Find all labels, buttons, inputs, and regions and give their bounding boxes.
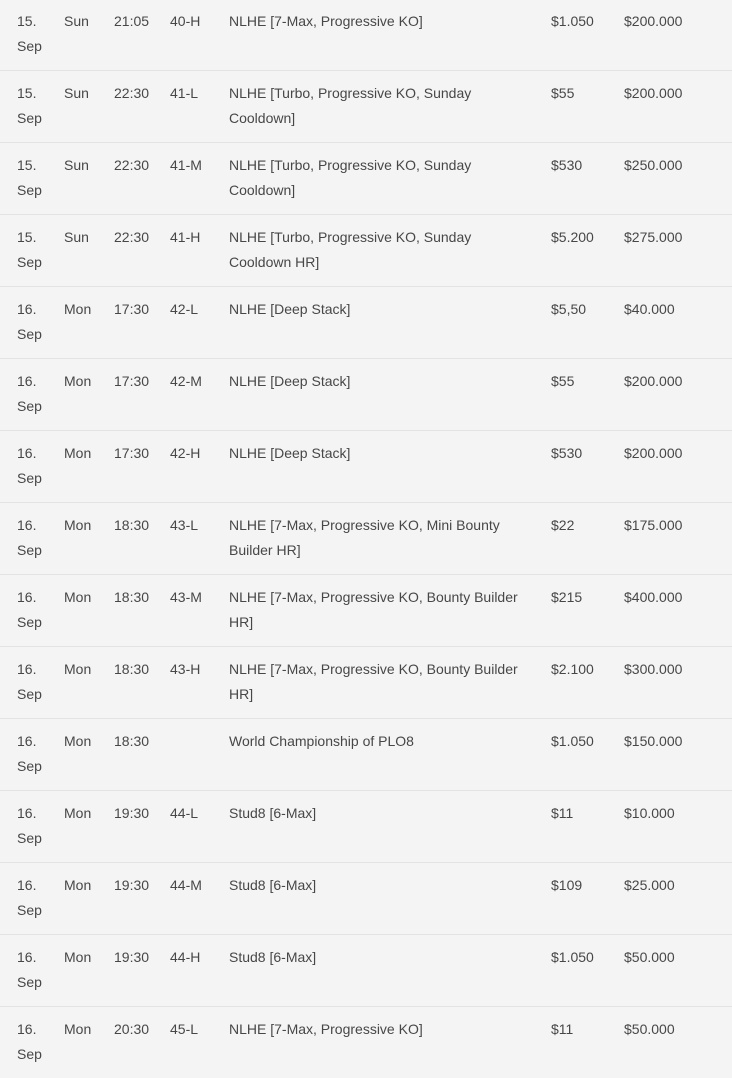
event-day: Mon [64, 287, 114, 359]
event-date: 16. Sep [0, 575, 64, 647]
event-guarantee: $150.000 [624, 719, 732, 791]
event-guarantee: $25.000 [624, 863, 732, 935]
event-time: 22:30 [114, 143, 170, 215]
event-day: Sun [64, 143, 114, 215]
event-date: 16. Sep [0, 503, 64, 575]
table-row [0, 0, 732, 71]
event-buyin: $1.050 [551, 935, 624, 1007]
event-id: 42-L [170, 287, 229, 359]
event-buyin: $22 [551, 503, 624, 575]
event-buyin: $5,50 [551, 287, 624, 359]
event-guarantee: $250.000 [624, 143, 732, 215]
event-buyin: $55 [551, 359, 624, 431]
event-day: Mon [64, 791, 114, 863]
event-time: 17:30 [114, 431, 170, 503]
event-guarantee: $400.000 [624, 575, 732, 647]
event-time: 18:30 [114, 575, 170, 647]
event-date: 15. Sep [0, 215, 64, 287]
event-time: 20:30 [114, 1007, 170, 1078]
event-id: 42-H [170, 431, 229, 503]
event-time: 19:30 [114, 791, 170, 863]
event-id: 43-H [170, 647, 229, 719]
table-row [0, 215, 732, 287]
event-buyin: $1.050 [551, 719, 624, 791]
event-name: NLHE [Deep Stack] [229, 359, 551, 431]
event-date: 16. Sep [0, 719, 64, 791]
event-day: Mon [64, 575, 114, 647]
table-row [0, 1007, 732, 1078]
event-day: Mon [64, 1007, 114, 1078]
event-buyin: $11 [551, 1007, 624, 1078]
event-buyin: $109 [551, 863, 624, 935]
event-date: 16. Sep [0, 431, 64, 503]
event-name: NLHE [Turbo, Progressive KO, Sunday Cooldown] [229, 143, 551, 215]
table-row [0, 503, 732, 575]
event-time: 17:30 [114, 287, 170, 359]
table-row [0, 287, 732, 359]
event-day: Sun [64, 215, 114, 287]
event-id: 44-H [170, 935, 229, 1007]
event-day: Sun [64, 71, 114, 143]
event-buyin: $55 [551, 71, 624, 143]
table-row [0, 71, 732, 143]
table-row [0, 791, 732, 863]
table-row [0, 575, 732, 647]
event-id: 44-M [170, 863, 229, 935]
event-time: 19:30 [114, 863, 170, 935]
table-row [0, 143, 732, 215]
event-date: 16. Sep [0, 863, 64, 935]
event-id: 43-M [170, 575, 229, 647]
event-id: 43-L [170, 503, 229, 575]
event-buyin: $530 [551, 143, 624, 215]
event-date: 16. Sep [0, 647, 64, 719]
event-day: Mon [64, 719, 114, 791]
event-time: 18:30 [114, 719, 170, 791]
table-row [0, 359, 732, 431]
event-name: NLHE [7-Max, Progressive KO, Bounty Builder HR] [229, 647, 551, 719]
event-buyin: $5.200 [551, 215, 624, 287]
event-time: 19:30 [114, 935, 170, 1007]
event-guarantee: $175.000 [624, 503, 732, 575]
table-row [0, 647, 732, 719]
table-row [0, 863, 732, 935]
event-name: Stud8 [6-Max] [229, 863, 551, 935]
event-date: 15. Sep [0, 71, 64, 143]
event-id: 40-H [170, 0, 229, 71]
event-buyin: $530 [551, 431, 624, 503]
event-name: NLHE [7-Max, Progressive KO] [229, 1007, 551, 1078]
event-id: 42-M [170, 359, 229, 431]
event-date: 16. Sep [0, 287, 64, 359]
event-id: 41-M [170, 143, 229, 215]
event-day: Sun [64, 0, 114, 71]
event-name: NLHE [7-Max, Progressive KO, Bounty Builder HR] [229, 575, 551, 647]
event-day: Mon [64, 647, 114, 719]
event-guarantee: $50.000 [624, 1007, 732, 1078]
event-buyin: $2.100 [551, 647, 624, 719]
event-name: NLHE [Turbo, Progressive KO, Sunday Cooldown] [229, 71, 551, 143]
event-day: Mon [64, 503, 114, 575]
event-name: NLHE [Deep Stack] [229, 287, 551, 359]
event-name: NLHE [Turbo, Progressive KO, Sunday Cooldown HR] [229, 215, 551, 287]
table-row [0, 935, 732, 1007]
event-day: Mon [64, 935, 114, 1007]
event-date: 16. Sep [0, 359, 64, 431]
event-name: Stud8 [6-Max] [229, 791, 551, 863]
event-buyin: $215 [551, 575, 624, 647]
event-date: 15. Sep [0, 0, 64, 71]
event-guarantee: $40.000 [624, 287, 732, 359]
event-name: World Championship of PLO8 [229, 719, 551, 791]
event-id [170, 719, 229, 791]
event-day: Mon [64, 863, 114, 935]
event-name: NLHE [7-Max, Progressive KO, Mini Bounty Builder HR] [229, 503, 551, 575]
event-time: 21:05 [114, 0, 170, 71]
event-id: 41-L [170, 71, 229, 143]
event-id: 41-H [170, 215, 229, 287]
event-day: Mon [64, 359, 114, 431]
event-guarantee: $200.000 [624, 359, 732, 431]
event-buyin: $11 [551, 791, 624, 863]
event-id: 44-L [170, 791, 229, 863]
event-guarantee: $200.000 [624, 71, 732, 143]
event-date: 16. Sep [0, 1007, 64, 1078]
table-row [0, 431, 732, 503]
event-time: 17:30 [114, 359, 170, 431]
event-time: 22:30 [114, 71, 170, 143]
event-time: 18:30 [114, 647, 170, 719]
event-guarantee: $200.000 [624, 431, 732, 503]
event-guarantee: $10.000 [624, 791, 732, 863]
event-id: 45-L [170, 1007, 229, 1078]
event-date: 15. Sep [0, 143, 64, 215]
event-day: Mon [64, 431, 114, 503]
table-row [0, 719, 732, 791]
event-buyin: $1.050 [551, 0, 624, 71]
event-date: 16. Sep [0, 935, 64, 1007]
event-guarantee: $50.000 [624, 935, 732, 1007]
event-time: 18:30 [114, 503, 170, 575]
event-guarantee: $300.000 [624, 647, 732, 719]
event-name: NLHE [7-Max, Progressive KO] [229, 0, 551, 71]
event-date: 16. Sep [0, 791, 64, 863]
event-name: Stud8 [6-Max] [229, 935, 551, 1007]
event-guarantee: $275.000 [624, 215, 732, 287]
event-time: 22:30 [114, 215, 170, 287]
event-guarantee: $200.000 [624, 0, 732, 71]
event-name: NLHE [Deep Stack] [229, 431, 551, 503]
